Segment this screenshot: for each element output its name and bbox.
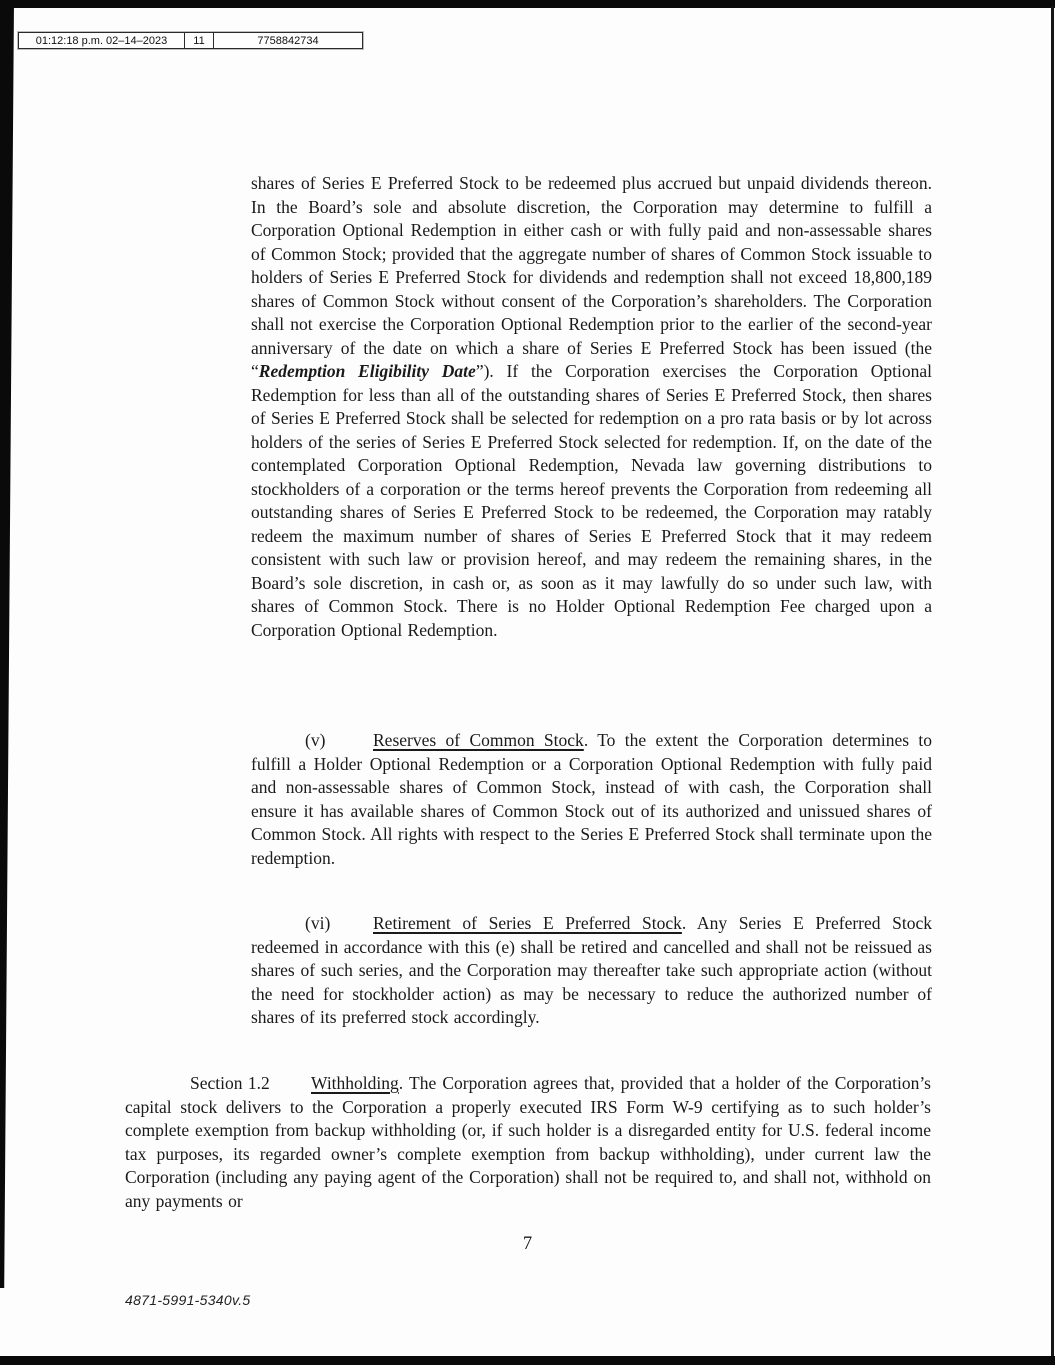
clause-heading: Reserves of Common Stock	[373, 730, 584, 750]
fax-page-count: 11	[184, 33, 213, 48]
fax-timestamp: 01:12:18 p.m. 02–14–2023	[35, 35, 168, 47]
scan-edge-bottom	[0, 1356, 1055, 1365]
scan-edge-left	[0, 0, 14, 1288]
section-body: . The Corporation agrees that, provided that a holder of the Corporation’s capital stock delivers to the Corporation a properly executed IRS Form W-9 certifying as to such holder’s complete exemption from backup withholding (or, if such holder is a disregarded entity for U.S. federal income tax purposes, its regarded owner’s complete exemption from backup withholding), under current law the Corporation (including any paying agent of the Corporation) shall not be required to, and shall not, withhold on any payments or	[125, 1073, 931, 1211]
clause-reserves-of-common-stock	[251, 729, 932, 870]
document-id-footer: 4871-5991-5340v.5	[125, 1292, 251, 1308]
paragraph-text: shares of Series E Preferred Stock to be redeemed plus accrued but unpaid dividends thereon. In the Board’s sole and absolute discretion, the Corporation may determine to fulfill a Corporation Optional Redemption in either cash or with fully paid and non-assessable shares of Common Stock; provided that the aggregate number of shares of Common Stock issuable to holders of Series E Preferred Stock for dividends and redemption shall not exceed 18,800,189 shares of Common Stock without consent of the Corporation’s shareholders. The Corporation shall not exercise the Corporation Optional Redemption prior to the earlier of the second-year anniversary of the date on which a share of Series E Preferred Stock has been issued (the “	[251, 173, 932, 381]
section-withholding	[125, 1072, 931, 1213]
paragraph-corporation-optional-redemption	[251, 172, 932, 642]
scan-edge-right	[1051, 6, 1054, 1358]
defined-term-redemption-eligibility-date: Redemption Eligibility Date	[258, 361, 476, 381]
fax-header-stamp	[18, 32, 363, 49]
clause-retirement-of-series-e	[251, 912, 932, 1030]
clause-label: (vi)	[305, 913, 331, 933]
page-number: 7	[522, 1234, 533, 1254]
clause-label: (v)	[305, 730, 326, 750]
paragraph-text: ”). If the Corporation exercises the Corporation Optional Redemption for less than all of the outstanding shares of Series E Preferred Stock, then shares of Series E Preferred Stock shall be selected for redemption on a pro rata basis or by lot across holders of the series of Series E Preferred Stock selected for redemption. If, on the date of the contemplated Corporation Optional Redemption, Nevada law governing distributions to stockholders of a corporation or the terms hereof prevents the Corporation from redeeming all outstanding shares of Series E Preferred Stock to be redeemed, the Corporation may ratably redeem the maximum number of shares of Series E Preferred Stock that it may redeem consistent with such law or provision hereof, and may redeem the remaining shares, in the Board’s sole discretion, in cash or, as soon as it may lawfully do so under such law, with shares of Common Stock. There is no Holder Optional Redemption Fee charged upon a Corporation Optional Redemption.	[251, 361, 932, 640]
section-label: Section 1.2	[190, 1073, 270, 1093]
fax-number: 7758842734	[213, 33, 362, 48]
clause-body: . To the extent the Corporation determines to fulfill a Holder Optional Redemption or a Corporation Optional Redemption with fully paid and non-assessable shares of Common Stock, instead of with cash, the Corporation shall ensure it has available shares of Common Stock out of its authorized and unissued shares of Common Stock. All rights with respect to the Series E Preferred Stock shall terminate upon the redemption.	[251, 730, 932, 868]
clause-heading: Retirement of Series E Preferred Stock	[373, 913, 682, 933]
section-heading: Withholding	[311, 1073, 399, 1093]
scan-edge-top	[0, 0, 1055, 8]
clause-body: . Any Series E Preferred Stock redeemed in accordance with this (e) shall be retired and cancelled and shall not be reissued as shares of such series, and the Corporation may thereafter take such appropriate action (without the need for stockholder action) as may be necessary to reduce the authorized number of shares of its preferred stock accordingly.	[251, 913, 932, 1027]
